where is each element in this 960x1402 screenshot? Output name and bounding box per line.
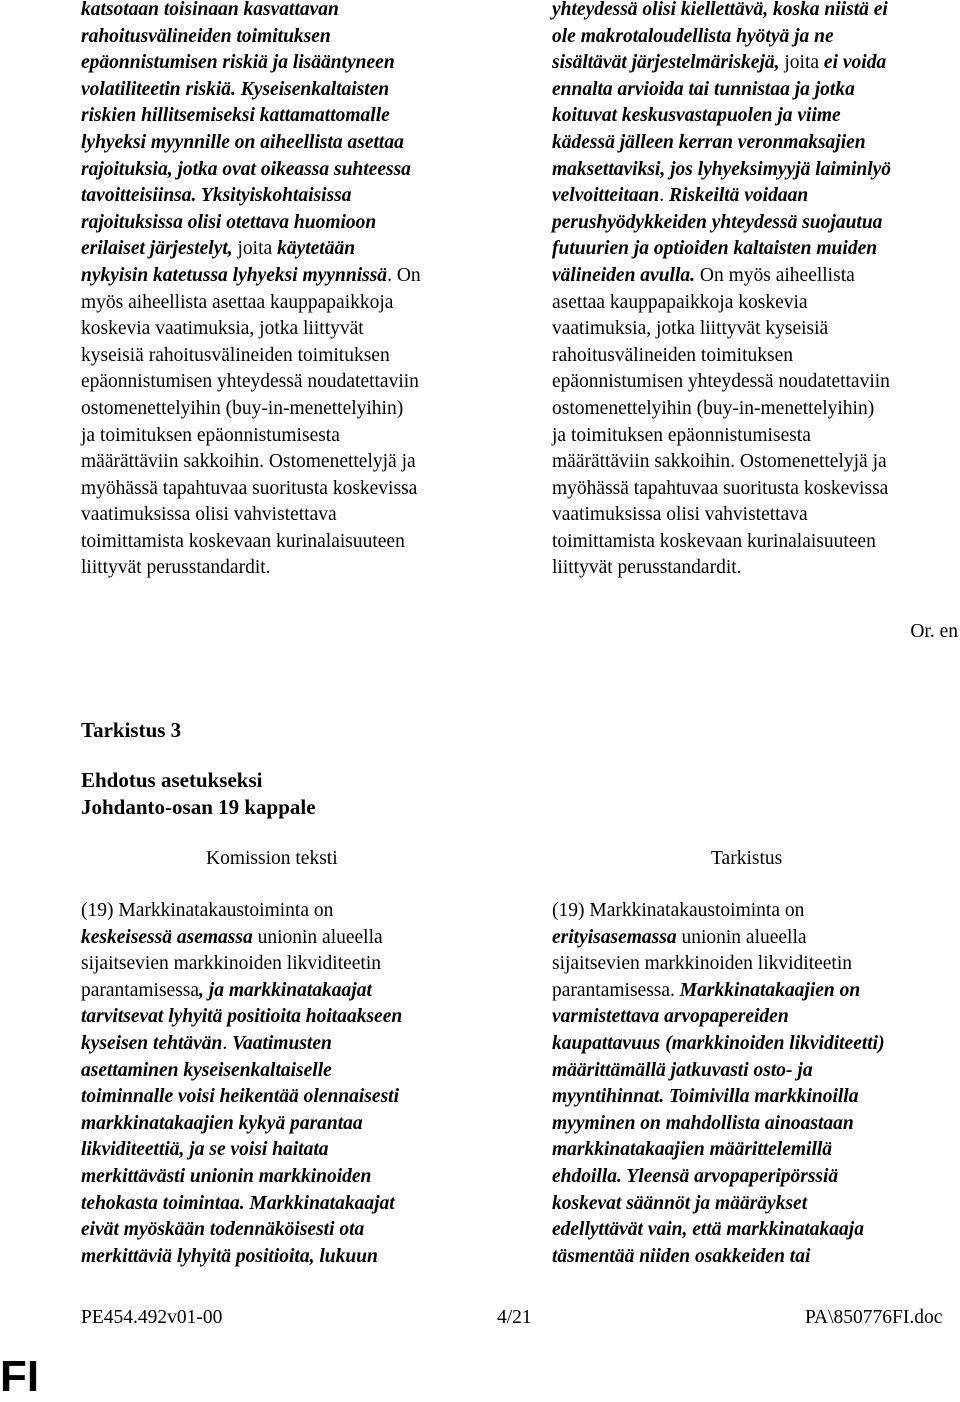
text-segment: markkinatakaajien kykyä parantaa xyxy=(81,1112,363,1134)
text-line xyxy=(81,210,481,237)
text-segment: tehokasta toimintaa. Markkinatakaajat xyxy=(81,1192,395,1214)
text-line xyxy=(552,1164,885,1191)
text-line xyxy=(552,396,952,423)
text-segment: likviditeettiä, ja se voisi haitata xyxy=(81,1139,329,1161)
text-line xyxy=(552,1084,885,1111)
text-segment: Riskeiltä voidaan xyxy=(668,185,809,207)
text-line xyxy=(81,183,481,210)
text-line xyxy=(81,157,481,184)
commission-text-column xyxy=(81,898,402,1270)
text-line xyxy=(552,476,952,503)
text-line xyxy=(81,290,481,317)
text-line xyxy=(552,290,952,317)
text-line xyxy=(552,502,952,529)
text-segment: perushyödykkeiden yhteydessä suojautua xyxy=(552,211,883,233)
text-segment: käytetään xyxy=(277,238,356,260)
text-segment: kyseisen tehtävän xyxy=(81,1032,223,1054)
text-segment: , ja markkinatakaajat xyxy=(199,979,372,1001)
text-segment: liittyvät perusstandardit. xyxy=(81,557,271,579)
text-line xyxy=(552,77,952,104)
text-line xyxy=(81,1111,402,1138)
text-segment: markkinatakaajien määrittelemillä xyxy=(552,1139,833,1161)
text-line xyxy=(81,24,481,51)
text-segment: ei voida xyxy=(823,52,887,74)
text-line xyxy=(81,1137,402,1164)
text-line xyxy=(552,103,952,130)
top-left-column xyxy=(81,0,481,582)
text-line xyxy=(552,951,885,978)
text-line xyxy=(552,423,952,450)
text-line xyxy=(81,1004,402,1031)
text-segment: erityisasemassa xyxy=(552,926,677,948)
text-line xyxy=(81,1164,402,1191)
text-line xyxy=(81,1031,402,1058)
text-line xyxy=(81,978,402,1005)
text-segment: myyminen on mahdollista ainoastaan xyxy=(552,1112,854,1134)
text-line xyxy=(552,0,952,24)
text-segment: sijaitsevien markkinoiden likviditeetin xyxy=(81,953,382,975)
text-segment: toimittamista koskevaan kurinalaisuuteen xyxy=(552,530,876,552)
text-line xyxy=(552,1031,885,1058)
text-segment: kyseisiä rahoitusvälineiden toimituksen xyxy=(81,344,390,366)
text-segment: yhteydessä olisi kiellettävä, koska niistä ei xyxy=(552,0,888,20)
text-line xyxy=(552,343,952,370)
text-line xyxy=(81,502,481,529)
text-segment: rahoitusvälineiden toimituksen xyxy=(552,344,793,366)
text-segment: ennalta arvioida tai tunnistaa ja jotka xyxy=(552,78,855,100)
text-segment: koskevia vaatimuksia, jotka liittyvät xyxy=(81,318,364,340)
text-line xyxy=(81,555,481,582)
text-segment: riskien hillitsemiseksi kattamattomalle xyxy=(81,105,390,127)
text-segment: välineiden avulla. xyxy=(552,264,695,286)
text-line xyxy=(552,50,952,77)
text-segment: ja toimituksen epäonnistumisesta xyxy=(552,424,811,446)
text-line xyxy=(552,24,952,51)
text-line xyxy=(552,130,952,157)
text-line xyxy=(552,449,952,476)
text-segment: . On xyxy=(387,264,421,286)
amendment-title: Tarkistus 3 xyxy=(81,718,182,742)
text-segment: joita xyxy=(779,52,824,74)
text-line xyxy=(552,1217,885,1244)
text-line xyxy=(552,898,885,925)
text-segment: ehdoilla. Yleensä arvopaperipörssiä xyxy=(552,1165,839,1187)
text-line xyxy=(81,1244,402,1271)
text-line xyxy=(81,529,481,556)
commission-text-header: Komission teksti xyxy=(206,848,338,869)
text-line xyxy=(81,50,481,77)
text-segment: joita xyxy=(232,238,278,260)
text-line xyxy=(81,1217,402,1244)
text-segment: ole makrotaloudellista hyötyä ja ne xyxy=(552,25,834,47)
text-line xyxy=(552,1111,885,1138)
proposal-subtitle: Ehdotus asetukseksi xyxy=(81,768,263,792)
text-segment: tarvitsevat lyhyitä positioita hoitaakseen xyxy=(81,1006,403,1028)
text-segment: maksettaviksi, jos lyhyeksimyyjä laiminlyö xyxy=(552,158,892,180)
text-line xyxy=(81,449,481,476)
text-segment: myöhässä tapahtuvaa suoritusta koskevissa xyxy=(81,477,418,499)
language-code: FI xyxy=(0,1352,40,1401)
text-segment: parantamisessa. xyxy=(552,979,680,1001)
top-right-column xyxy=(552,0,952,582)
text-segment: Markkinatakaajien on xyxy=(679,979,861,1001)
text-line xyxy=(81,369,481,396)
text-segment: eivät myöskään todennäköisesti ota xyxy=(81,1219,365,1241)
text-segment: nykyisin katetussa lyhyeksi myynnissä xyxy=(81,264,388,286)
text-segment: epäonnistumisen yhteydessä noudatettaviin xyxy=(552,371,890,393)
text-line xyxy=(552,1004,885,1031)
text-segment: Vaatimusten xyxy=(232,1032,332,1054)
text-segment: toiminnalle voisi heikentää olennaisesti xyxy=(81,1086,399,1108)
text-segment: ja toimituksen epäonnistumisesta xyxy=(81,424,340,446)
text-segment: myyntihinnat. Toimivilla markkinoilla xyxy=(552,1086,859,1108)
text-segment: myös aiheellista asettaa kauppapaikkoja xyxy=(81,291,394,313)
text-segment: asettaminen kyseisenkaltaiselle xyxy=(81,1059,332,1081)
text-segment: määrättäviin sakkoihin. Ostomenettelyjä ja xyxy=(552,451,887,473)
text-line xyxy=(552,1244,885,1271)
text-segment: unionin alueella xyxy=(676,926,807,948)
text-line xyxy=(81,130,481,157)
text-line xyxy=(81,263,481,290)
text-line xyxy=(552,236,952,263)
text-segment: rajoituksissa olisi otettava huomioon xyxy=(81,211,377,233)
text-segment: varmistettava arvopapereiden xyxy=(552,1006,789,1028)
footer-page-number: 4/21 xyxy=(497,1307,532,1328)
text-segment: toimittamista koskevaan kurinalaisuuteen xyxy=(81,530,405,552)
text-line xyxy=(81,925,402,952)
text-segment: vaatimuksia, jotka liittyvät kyseisiä xyxy=(552,318,829,340)
footer-document-ref: PE454.492v01-00 xyxy=(81,1307,223,1328)
text-segment: määrittämällä jatkuvasti osto- ja xyxy=(552,1059,813,1081)
text-line xyxy=(552,210,952,237)
original-language-note: Or. en xyxy=(910,621,958,642)
text-line xyxy=(81,1084,402,1111)
text-line xyxy=(552,1191,885,1218)
text-segment: ostomenettelyihin (buy-in-menettelyihin) xyxy=(552,397,875,419)
text-segment: epäonnistumisen yhteydessä noudatettaviin xyxy=(81,371,419,393)
text-line xyxy=(81,423,481,450)
text-line xyxy=(552,369,952,396)
text-segment: kaupattavuus (markkinoiden likviditeetti) xyxy=(552,1032,885,1054)
text-segment: koskevat säännöt ja määräykset xyxy=(552,1192,808,1214)
text-line xyxy=(81,343,481,370)
text-segment: (19) Markkinatakaustoiminta on xyxy=(552,900,805,921)
text-line xyxy=(552,183,952,210)
text-segment: parantamisessa xyxy=(81,979,200,1001)
text-segment: erilaiset järjestelyt, xyxy=(81,238,233,260)
text-segment: rahoitusvälineiden toimituksen xyxy=(81,25,331,47)
text-segment: edellyttävät vain, että markkinatakaaja xyxy=(552,1219,864,1241)
text-line xyxy=(81,316,481,343)
text-line xyxy=(552,263,952,290)
text-segment: keskeisessä asemassa xyxy=(81,926,253,948)
text-segment: epäonnistumisen riskiä ja lisääntyneen xyxy=(81,52,395,74)
text-segment: . xyxy=(659,185,669,207)
amendment-header: Tarkistus xyxy=(711,848,783,869)
text-line xyxy=(552,157,952,184)
text-segment: sijaitsevien markkinoiden likviditeetin xyxy=(552,953,853,975)
text-line xyxy=(552,555,952,582)
text-segment: volatiliteetin riskiä. Kyseisenkaltaisten xyxy=(81,78,390,100)
text-line xyxy=(81,396,481,423)
text-line xyxy=(81,103,481,130)
text-segment: myöhässä tapahtuvaa suoritusta koskevissa xyxy=(552,477,889,499)
text-segment: futuurien ja optioiden kaltaisten muiden xyxy=(552,238,878,260)
text-line xyxy=(552,1137,885,1164)
text-segment: täsmentää niiden osakkeiden tai xyxy=(552,1245,811,1267)
text-line xyxy=(81,1058,402,1085)
text-line xyxy=(552,925,885,952)
text-segment: koituvat keskusvastapuolen ja viime xyxy=(552,105,841,127)
text-line xyxy=(552,1058,885,1085)
text-segment: velvoitteitaan xyxy=(552,185,660,207)
text-segment: vaatimuksissa olisi vahvistettava xyxy=(81,504,337,526)
text-segment: lyhyeksi myynnille on aiheellista asettaa xyxy=(81,131,404,153)
text-line xyxy=(81,0,481,24)
recital-subtitle: Johdanto-osan 19 kappale xyxy=(81,795,316,819)
text-segment: rajoituksia, jotka ovat oikeassa suhteessa xyxy=(81,158,411,180)
text-line xyxy=(81,476,481,503)
text-segment: asettaa kauppapaikkoja koskevia xyxy=(552,291,808,313)
text-line xyxy=(81,1191,402,1218)
text-segment: ostomenettelyihin (buy-in-menettelyihin) xyxy=(81,397,404,419)
text-line xyxy=(552,316,952,343)
text-segment: merkittävästi unionin markkinoiden xyxy=(81,1165,372,1187)
text-line xyxy=(552,978,885,1005)
text-segment: (19) Markkinatakaustoiminta on xyxy=(81,900,334,921)
text-line xyxy=(81,951,402,978)
text-line xyxy=(552,529,952,556)
text-segment: katsotaan toisinaan kasvattavan xyxy=(81,0,339,20)
text-line xyxy=(81,77,481,104)
amendment-text-column xyxy=(552,898,885,1270)
text-segment: määrättäviin sakkoihin. Ostomenettelyjä ja xyxy=(81,451,416,473)
text-segment: tavoitteisiinsa. Yksityiskohtaisissa xyxy=(81,185,352,207)
text-segment: sisältävät järjestelmäriskejä, xyxy=(552,52,780,74)
text-segment: kädessä jälleen kerran veronmaksajien xyxy=(552,131,866,153)
text-segment: vaatimuksissa olisi vahvistettava xyxy=(552,504,808,526)
text-line xyxy=(81,898,402,925)
text-segment: On myös aiheellista xyxy=(695,264,855,286)
text-segment: . xyxy=(222,1032,233,1054)
footer-file-name: PA\850776FI.doc xyxy=(805,1307,943,1328)
text-segment: unionin alueella xyxy=(252,926,383,948)
text-segment: merkittäviä lyhyitä positioita, lukuun xyxy=(81,1245,378,1267)
text-line xyxy=(81,236,481,263)
text-segment: liittyvät perusstandardit. xyxy=(552,557,742,579)
